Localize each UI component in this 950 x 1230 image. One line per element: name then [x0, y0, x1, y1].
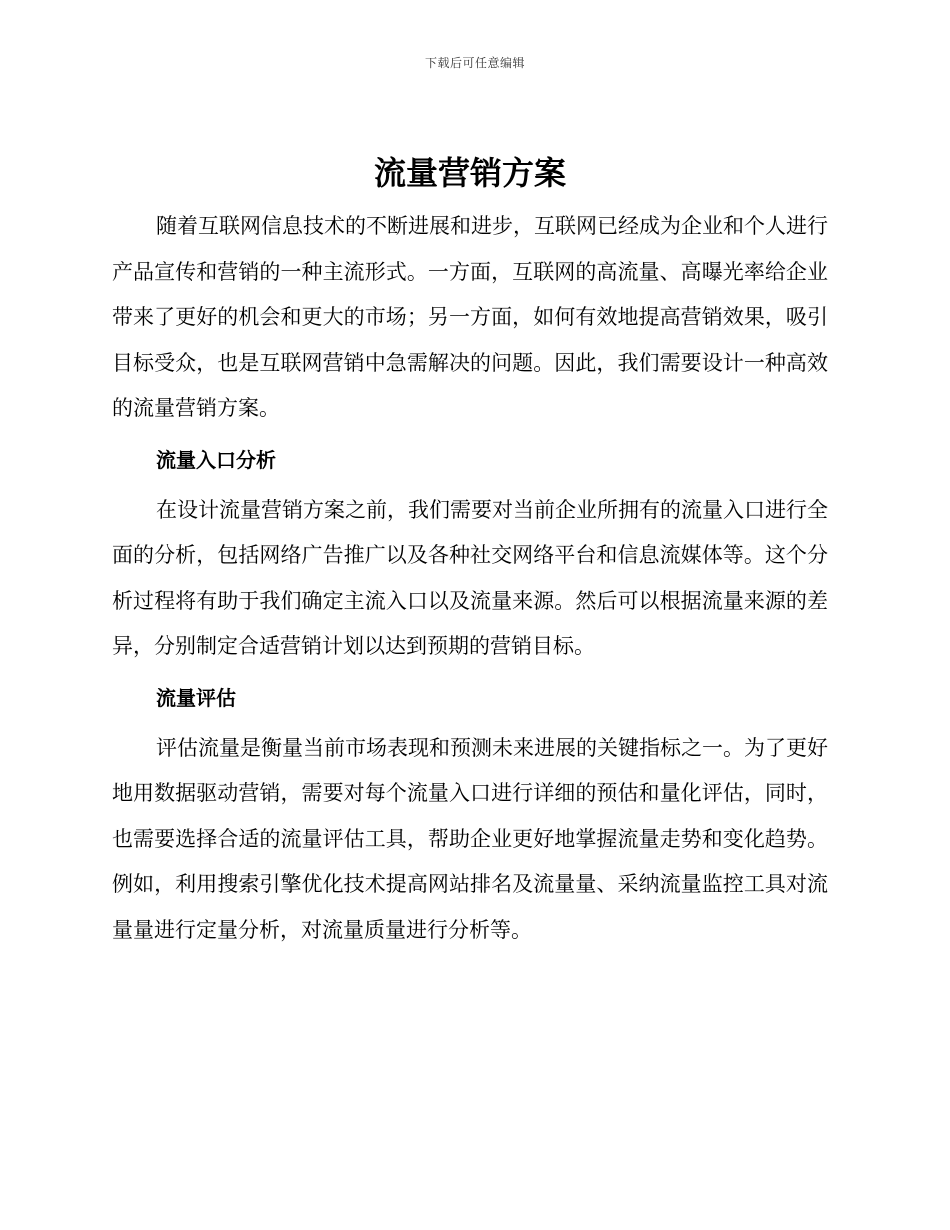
- header-note: 下载后可任意编辑: [424, 56, 525, 70]
- section-heading-traffic-entry: 流量入口分析: [156, 447, 276, 472]
- section-body-traffic-evaluation: 评估流量是衡量当前市场表现和预测未来进展的关键指标之一。为了更好地用数据驱动营销，需要对每个流量入口进行详细的预估和量化评估，同时，也需要选择合适的流量评估工具，帮助企业更好地掌握流量走势和变化趋势。例如，利用搜索引擎优化技术提高网站排名及流量量、采纳流量监控工具对流量量进行定量分析，对流量质量进行分析等。: [112, 735, 828, 942]
- section-body-traffic-entry: 在设计流量营销方案之前，我们需要对当前企业所拥有的流量入口进行全面的分析，包括网络广告推广以及各种社交网络平台和信息流媒体等。这个分析过程将有助于我们确定主流入口以及流量来源。然后可以根据流量来源的差异，分别制定合适营销计划以达到预期的营销目标。: [112, 497, 828, 658]
- intro-paragraph: 随着互联网信息技术的不断进展和进步，互联网已经成为企业和个人进行产品宣传和营销的一种主流形式。一方面，互联网的高流量、高曝光率给企业带来了更好的机会和更大的市场；另一方面，如何有效地提高营销效果，吸引目标受众，也是互联网营销中急需解决的问题。因此，我们需要设计一种高效的流量营销方案。: [112, 214, 828, 420]
- document-title: 流量营销方案: [373, 154, 566, 192]
- section-heading-traffic-evaluation: 流量评估: [156, 685, 236, 710]
- document-content: [112, 150, 828, 953]
